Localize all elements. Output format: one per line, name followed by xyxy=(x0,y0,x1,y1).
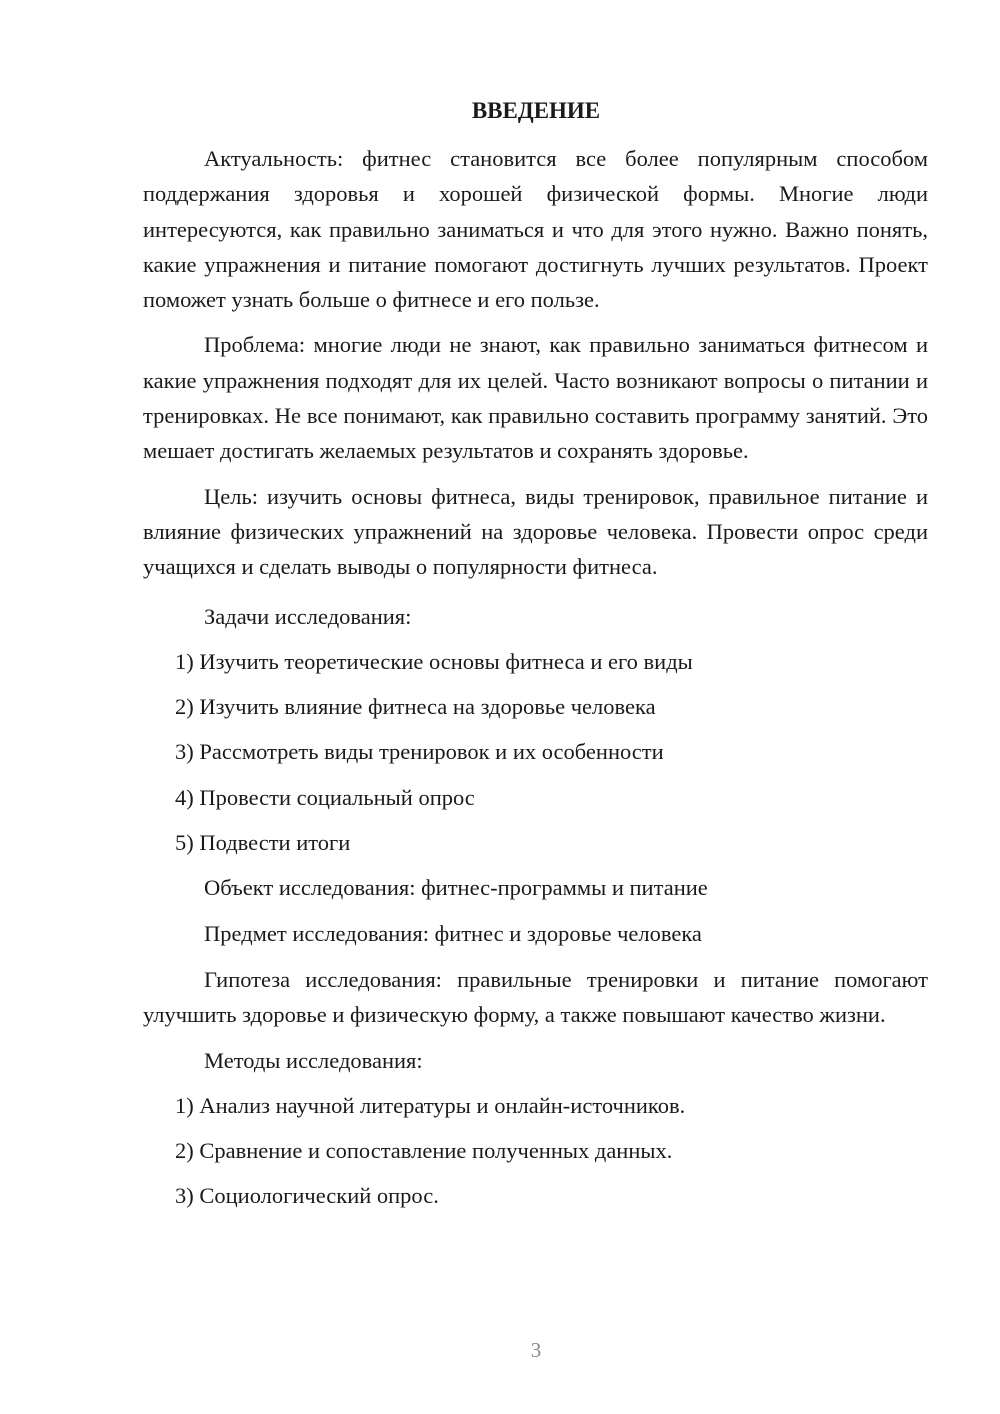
tasks-list xyxy=(143,639,928,865)
list-item: 3) Социологический опрос. xyxy=(175,1183,439,1209)
page-title: ВВЕДЕНИЕ xyxy=(471,98,601,123)
problem-paragraph: Проблема: многие люди не знают, как правильно заниматься фитнесом и какие упражнения подходят для их целей. Часто возникают вопросы о питании и тренировках. Не все понимают, как правильно составить программу занятий. Это мешает достигать желаемых результатов и сохранять здоровье. xyxy=(143,332,928,464)
relevance-paragraph: Актуальность: фитнес становится все более популярным способом поддержания здоровья и хорошей физической формы. Многие люди интересуются, как правильно заниматься и что для этого нужно. Важно понять, какие упражнения и питание помогают достигнуть лучших результатов. Проект поможет узнать больше о фитнесе и его пользе. xyxy=(143,146,928,313)
list-item: 5) Подвести итоги xyxy=(175,830,351,856)
research-subject: Предмет исследования: фитнес и здоровье человека xyxy=(204,920,702,946)
document-body xyxy=(143,141,928,1219)
page-number: 3 xyxy=(530,1338,542,1362)
methods-heading: Методы исследования: xyxy=(204,1047,423,1073)
hypothesis-paragraph: Гипотеза исследования: правильные тренировки и питание помогают улучшить здоровье и физическую форму, а также повышают качество жизни. xyxy=(143,966,928,1028)
research-object: Объект исследования: фитнес-программы и питание xyxy=(204,875,708,901)
list-item: 1) Изучить теоретические основы фитнеса и его виды xyxy=(175,648,693,674)
list-item: 1) Анализ научной литературы и онлайн-источников. xyxy=(175,1092,686,1118)
list-item: 2) Изучить влияние фитнеса на здоровье человека xyxy=(175,694,656,720)
list-item: 4) Провести социальный опрос xyxy=(175,784,475,810)
list-item: 2) Сравнение и сопоставление полученных данных. xyxy=(175,1138,673,1164)
list-item: 3) Рассмотреть виды тренировок и их особенности xyxy=(175,739,664,765)
methods-list xyxy=(143,1083,928,1219)
goal-paragraph: Цель: изучить основы фитнеса, виды тренировок, правильное питание и влияние физических упражнений на здоровье человека. Провести опрос среди учащихся и сделать выводы о популярности фитнеса. xyxy=(143,483,928,580)
tasks-heading: Задачи исследования: xyxy=(204,603,412,629)
